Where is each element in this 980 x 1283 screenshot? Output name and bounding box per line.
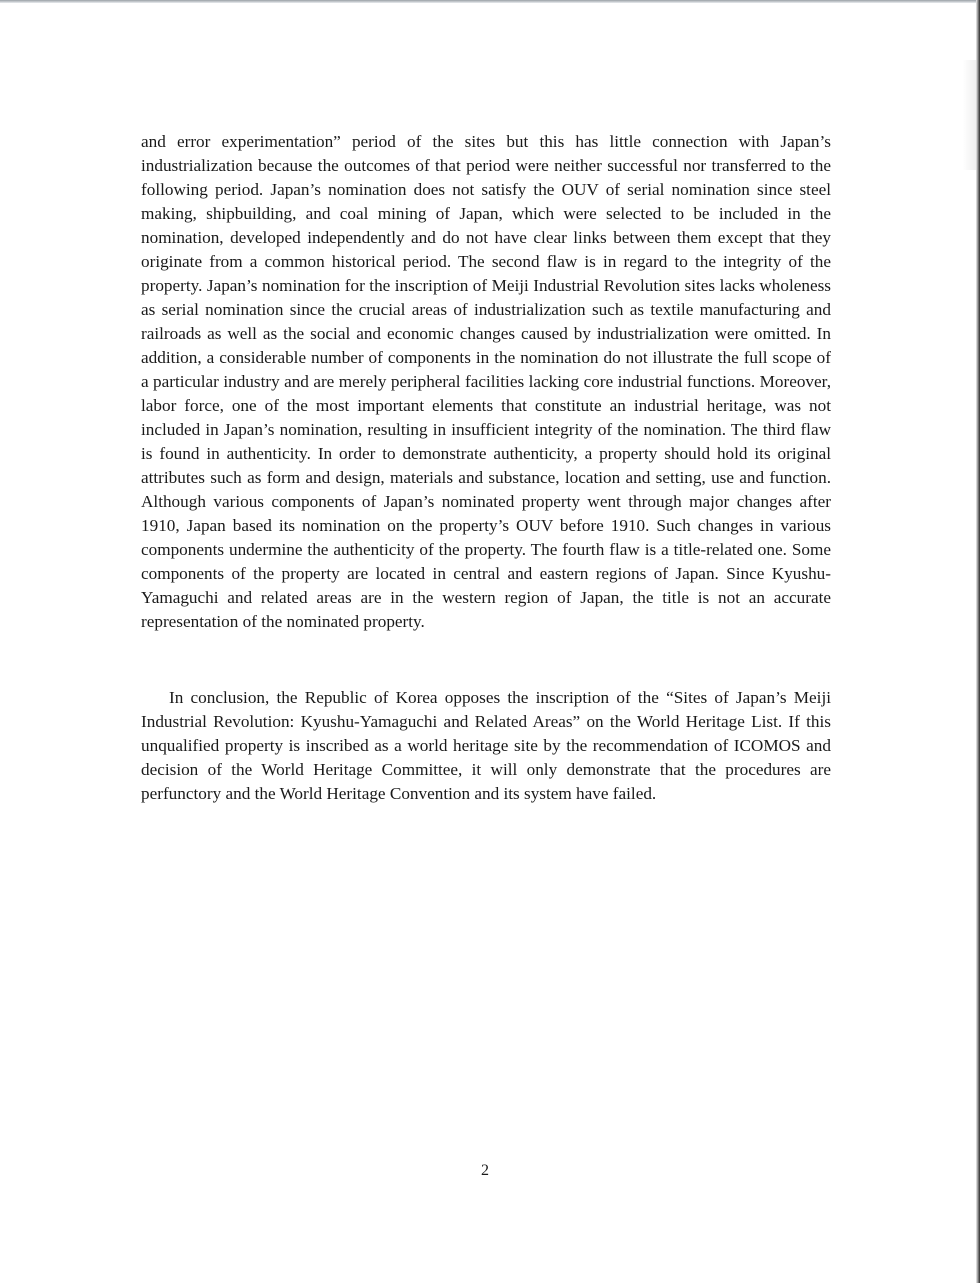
scan-top-edge: [0, 0, 980, 3]
scan-right-edge: [976, 0, 980, 1283]
body-paragraph-1: and error experimentation” period of the sites but this has little connection with Japan’s industrialization because the outcomes of that period were neither successful nor transferred to the following period. Japan’s nomination does not satisfy the OUV of serial nomination since steel making, shipbuilding, and coal mining of Japan, which were selected to be included in the nomination, developed independently and do not have clear links between them except that they originate from a common historical period. The second flaw is in regard to the integrity of the property. Japan’s nomination for the inscription of Meiji Industrial Revolution sites lacks wholeness as serial nomination since the crucial areas of industrialization such as textile manufacturing and railroads as well as the social and economic changes caused by industrialization were omitted. In addition, a considerable number of components in the nomination do not illustrate the full scope of a particular industry and are merely peripheral facilities lacking core industrial functions. Moreover, labor force, one of the most important elements that constitute an industrial heritage, was not included in Japan’s nomination, resulting in insufficient integrity of the nomination. The third flaw is found in authenticity. In order to demonstrate authenticity, a property should hold its original attributes such as form and design, materials and substance, location and setting, use and function. Although various components of Japan’s nominated property went through major changes after 1910, Japan based its nomination on the property’s OUV before 1910. Such changes in various components undermine the authenticity of the property. The fourth flaw is a title-related one. Some components of the property are located in central and eastern regions of Japan. Since Kyushu-Yamaguchi and related areas are in the western region of Japan, the title is not an accurate representation of the nominated property.: [141, 132, 831, 631]
body-paragraph-2: In conclusion, the Republic of Korea opposes the inscription of the “Sites of Japan’s Meiji Industrial Revolution: Kyushu-Yamaguchi and Related Areas” on the World Heritage List. If this unqualified property is inscribed as a world heritage site by the recommendation of ICOMOS and decision of the World Heritage Committee, it will only demonstrate that the procedures are perfunctory and the World Heritage Convention and its system have failed.: [141, 688, 831, 803]
scan-shadow: [962, 60, 976, 170]
page-number: 2: [481, 1162, 489, 1179]
